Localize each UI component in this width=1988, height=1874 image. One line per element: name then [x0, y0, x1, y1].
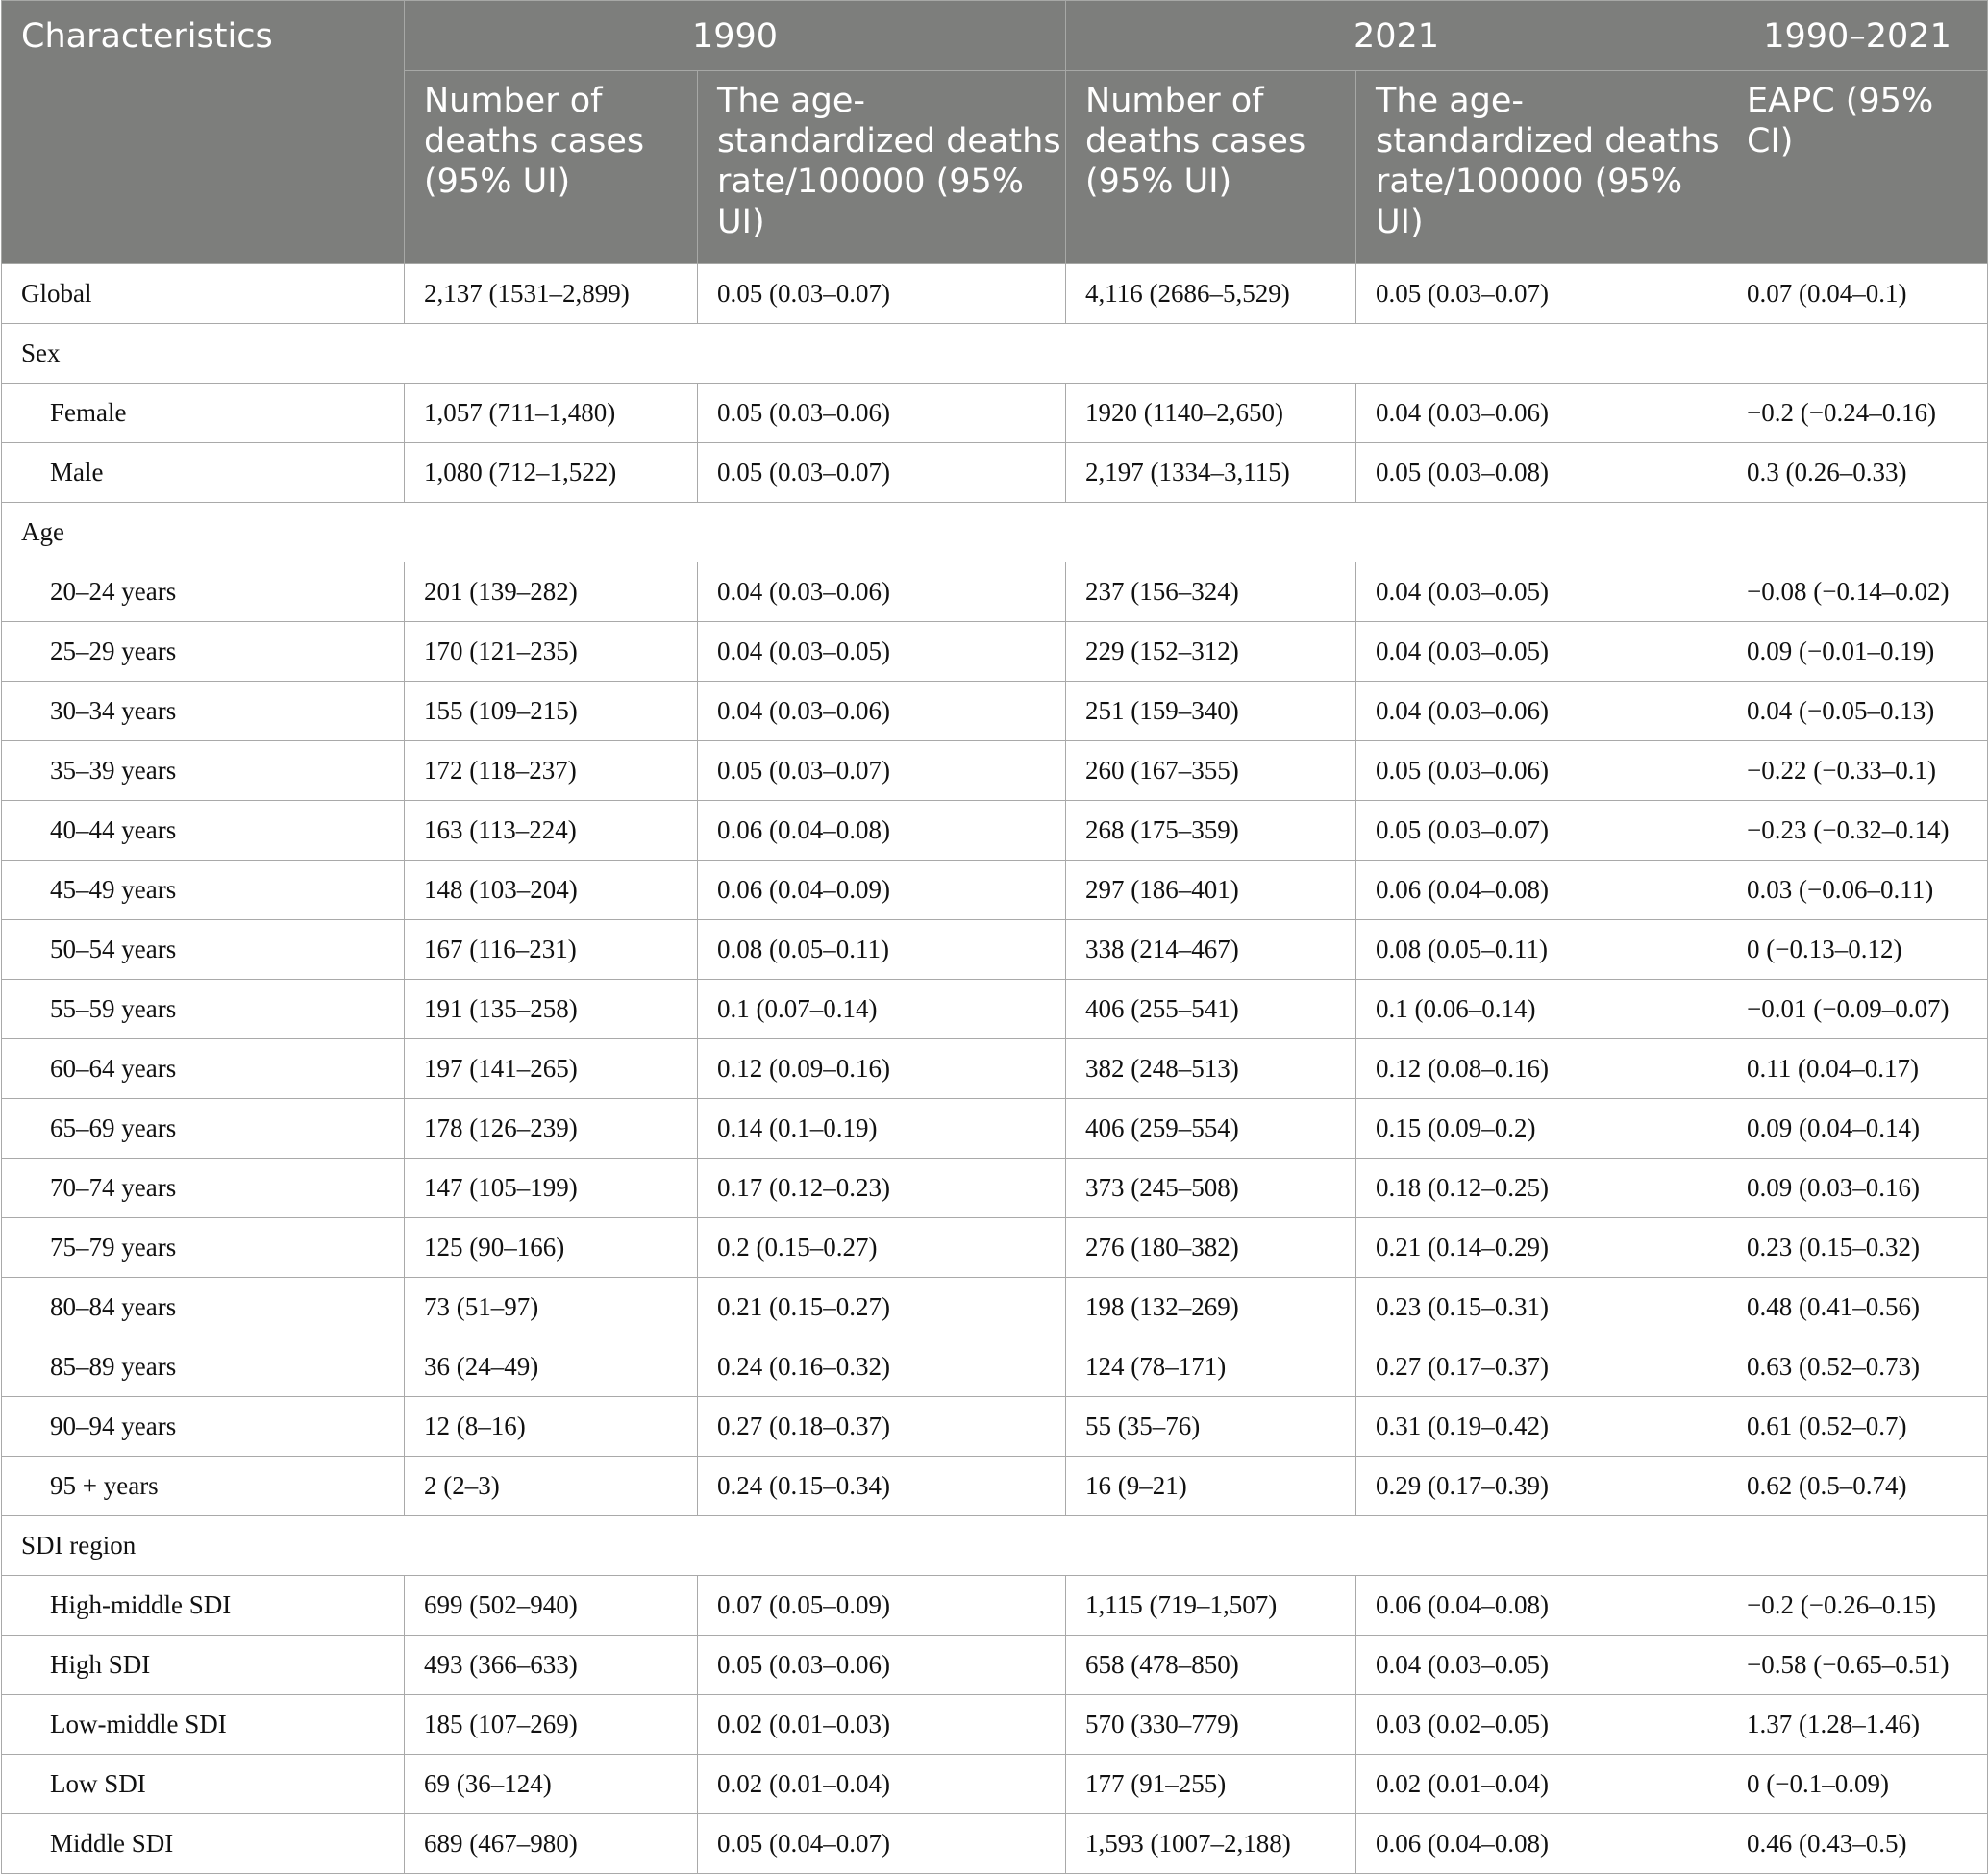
table-cell: 276 (180–382) [1066, 1218, 1356, 1278]
table-cell: 1,115 (719–1,507) [1066, 1576, 1356, 1636]
table-cell: 0.63 (0.52–0.73) [1727, 1337, 1988, 1397]
table-cell: 124 (78–171) [1066, 1337, 1356, 1397]
table-cell: 0.05 (0.03–0.06) [1356, 741, 1727, 801]
table-cell: 0.08 (0.05–0.11) [698, 920, 1066, 980]
table-cell: 0.07 (0.05–0.09) [698, 1576, 1066, 1636]
table-cell: 69 (36–124) [405, 1755, 698, 1814]
table-cell: 0.05 (0.03–0.07) [1356, 264, 1727, 324]
table-row [2, 1457, 1988, 1516]
row-label: 45–49 years [2, 861, 405, 920]
table-row [2, 1814, 1988, 1874]
table-row [2, 1099, 1988, 1159]
table-cell: 0.02 (0.01–0.04) [698, 1755, 1066, 1814]
table-cell: 0.23 (0.15–0.31) [1356, 1278, 1727, 1337]
rate-1990-header: The age-standardized deaths rate/100000 (95% UI) [698, 71, 1066, 264]
table-cell: −0.23 (−0.32–0.14) [1727, 801, 1988, 861]
table-cell: 0.06 (0.04–0.08) [1356, 861, 1727, 920]
table-cell: 0.3 (0.26–0.33) [1727, 443, 1988, 503]
table-header [2, 1, 1988, 264]
row-label: 65–69 years [2, 1099, 405, 1159]
table-cell: 0.14 (0.1–0.19) [698, 1099, 1066, 1159]
table-cell: 338 (214–467) [1066, 920, 1356, 980]
section-label: Sex [2, 324, 1988, 384]
table-cell: 0.24 (0.15–0.34) [698, 1457, 1066, 1516]
table-cell: 0.11 (0.04–0.17) [1727, 1039, 1988, 1099]
row-label: 50–54 years [2, 920, 405, 980]
table-cell: 198 (132–269) [1066, 1278, 1356, 1337]
table-cell: 55 (35–76) [1066, 1397, 1356, 1457]
table-cell: 1,080 (712–1,522) [405, 443, 698, 503]
table-cell: 0.1 (0.07–0.14) [698, 980, 1066, 1039]
table-cell: 0.05 (0.03–0.07) [698, 443, 1066, 503]
deaths-table [1, 0, 1988, 1874]
table-row [2, 1636, 1988, 1695]
table-cell: 163 (113–224) [405, 801, 698, 861]
table-row [2, 1397, 1988, 1457]
table-cell: 155 (109–215) [405, 682, 698, 741]
table-row [2, 1337, 1988, 1397]
row-label: 40–44 years [2, 801, 405, 861]
table-cell: 0.23 (0.15–0.32) [1727, 1218, 1988, 1278]
characteristics-header: Characteristics [2, 1, 405, 264]
table-cell: 1.37 (1.28–1.46) [1727, 1695, 1988, 1755]
row-label: 55–59 years [2, 980, 405, 1039]
table-cell: 147 (105–199) [405, 1159, 698, 1218]
table-cell: 0.05 (0.03–0.07) [698, 741, 1066, 801]
section-row [2, 503, 1988, 562]
table-cell: 177 (91–255) [1066, 1755, 1356, 1814]
table-cell: 0.02 (0.01–0.03) [698, 1695, 1066, 1755]
table-cell: 229 (152–312) [1066, 622, 1356, 682]
table-cell: 373 (245–508) [1066, 1159, 1356, 1218]
table-row [2, 801, 1988, 861]
table-row [2, 682, 1988, 741]
table-row [2, 622, 1988, 682]
deaths-2021-header: Number of deaths cases (95% UI) [1066, 71, 1356, 264]
table-cell: 0.17 (0.12–0.23) [698, 1159, 1066, 1218]
section-label: SDI region [2, 1516, 1988, 1576]
row-label: 60–64 years [2, 1039, 405, 1099]
table-cell: 0.05 (0.03–0.08) [1356, 443, 1727, 503]
section-label: Age [2, 503, 1988, 562]
table-cell: −0.01 (−0.09–0.07) [1727, 980, 1988, 1039]
table-cell: 0.06 (0.04–0.08) [1356, 1814, 1727, 1874]
table-cell: 0.61 (0.52–0.7) [1727, 1397, 1988, 1457]
table-cell: 0.04 (0.03–0.05) [1356, 622, 1727, 682]
row-label: 20–24 years [2, 562, 405, 622]
section-row [2, 324, 1988, 384]
table-cell: 260 (167–355) [1066, 741, 1356, 801]
row-label: 85–89 years [2, 1337, 405, 1397]
table-row [2, 1039, 1988, 1099]
table-cell: 0.04 (0.03–0.06) [1356, 384, 1727, 443]
table-cell: −0.08 (−0.14–0.02) [1727, 562, 1988, 622]
table-cell: 178 (126–239) [405, 1099, 698, 1159]
table-cell: 1920 (1140–2,650) [1066, 384, 1356, 443]
table-row [2, 861, 1988, 920]
table-cell: 167 (116–231) [405, 920, 698, 980]
row-label: 95 + years [2, 1457, 405, 1516]
table-row [2, 443, 1988, 503]
row-label: Male [2, 443, 405, 503]
table-cell: 0.48 (0.41–0.56) [1727, 1278, 1988, 1337]
row-label: 35–39 years [2, 741, 405, 801]
table-cell: 297 (186–401) [1066, 861, 1356, 920]
table-cell: 191 (135–258) [405, 980, 698, 1039]
row-label: 80–84 years [2, 1278, 405, 1337]
table-row [2, 1278, 1988, 1337]
table-cell: 0.27 (0.18–0.37) [698, 1397, 1066, 1457]
table-cell: 0.05 (0.03–0.07) [1356, 801, 1727, 861]
table-cell: 382 (248–513) [1066, 1039, 1356, 1099]
table-cell: 0.02 (0.01–0.04) [1356, 1755, 1727, 1814]
table-cell: 0 (−0.1–0.09) [1727, 1755, 1988, 1814]
table-cell: 170 (121–235) [405, 622, 698, 682]
table-cell: −0.58 (−0.65–0.51) [1727, 1636, 1988, 1695]
table-cell: 125 (90–166) [405, 1218, 698, 1278]
table-row [2, 920, 1988, 980]
row-label: 30–34 years [2, 682, 405, 741]
table-cell: 0.09 (0.03–0.16) [1727, 1159, 1988, 1218]
table-cell: 406 (255–541) [1066, 980, 1356, 1039]
table-cell: 0.05 (0.04–0.07) [698, 1814, 1066, 1874]
table-cell: 570 (330–779) [1066, 1695, 1356, 1755]
table-cell: 2,197 (1334–3,115) [1066, 443, 1356, 503]
table-cell: 4,116 (2686–5,529) [1066, 264, 1356, 324]
table-cell: 0.04 (0.03–0.05) [698, 622, 1066, 682]
table-row [2, 384, 1988, 443]
eapc-header: EAPC (95% CI) [1727, 71, 1988, 264]
table-cell: 148 (103–204) [405, 861, 698, 920]
table-row [2, 1159, 1988, 1218]
table-cell: −0.2 (−0.24–0.16) [1727, 384, 1988, 443]
row-label: 75–79 years [2, 1218, 405, 1278]
table-cell: 493 (366–633) [405, 1636, 698, 1695]
table-cell: 0.46 (0.43–0.5) [1727, 1814, 1988, 1874]
table-cell: 0 (−0.13–0.12) [1727, 920, 1988, 980]
table-cell: 16 (9–21) [1066, 1457, 1356, 1516]
table-cell: −0.22 (−0.33–0.1) [1727, 741, 1988, 801]
table-cell: 0.08 (0.05–0.11) [1356, 920, 1727, 980]
table-cell: 0.05 (0.03–0.07) [698, 264, 1066, 324]
table-cell: −0.2 (−0.26–0.15) [1727, 1576, 1988, 1636]
table-cell: 237 (156–324) [1066, 562, 1356, 622]
table-cell: 406 (259–554) [1066, 1099, 1356, 1159]
table-cell: 197 (141–265) [405, 1039, 698, 1099]
table-row [2, 1218, 1988, 1278]
table-cell: 0.09 (0.04–0.14) [1727, 1099, 1988, 1159]
table-body [2, 264, 1988, 1874]
table-cell: 172 (118–237) [405, 741, 698, 801]
table-cell: 2,137 (1531–2,899) [405, 264, 698, 324]
table-cell: 185 (107–269) [405, 1695, 698, 1755]
table-cell: 0.12 (0.08–0.16) [1356, 1039, 1727, 1099]
table-cell: 1,057 (711–1,480) [405, 384, 698, 443]
table-cell: 1,593 (1007–2,188) [1066, 1814, 1356, 1874]
table-cell: 0.29 (0.17–0.39) [1356, 1457, 1727, 1516]
table-row [2, 1755, 1988, 1814]
deaths-1990-header: Number of deaths cases (95% UI) [405, 71, 698, 264]
table-cell: 0.24 (0.16–0.32) [698, 1337, 1066, 1397]
row-label: Middle SDI [2, 1814, 405, 1874]
table-cell: 658 (478–850) [1066, 1636, 1356, 1695]
table-cell: 0.06 (0.04–0.09) [698, 861, 1066, 920]
table-cell: 0.06 (0.04–0.08) [698, 801, 1066, 861]
year-2021-header: 2021 [1066, 1, 1727, 71]
row-label: Female [2, 384, 405, 443]
section-row [2, 1516, 1988, 1576]
table-cell: 0.1 (0.06–0.14) [1356, 980, 1727, 1039]
table-cell: 0.04 (0.03–0.06) [1356, 682, 1727, 741]
row-label: 25–29 years [2, 622, 405, 682]
table-row [2, 1695, 1988, 1755]
table-row [2, 741, 1988, 801]
table-cell: 0.09 (−0.01–0.19) [1727, 622, 1988, 682]
table-cell: 12 (8–16) [405, 1397, 698, 1457]
table-cell: 2 (2–3) [405, 1457, 698, 1516]
table-cell: 0.04 (0.03–0.05) [1356, 562, 1727, 622]
table-cell: 0.21 (0.14–0.29) [1356, 1218, 1727, 1278]
table-cell: 0.2 (0.15–0.27) [698, 1218, 1066, 1278]
table-cell: 699 (502–940) [405, 1576, 698, 1636]
table-cell: 0.06 (0.04–0.08) [1356, 1576, 1727, 1636]
table-cell: 0.21 (0.15–0.27) [698, 1278, 1066, 1337]
row-label: High-middle SDI [2, 1576, 405, 1636]
table-cell: 0.04 (0.03–0.05) [1356, 1636, 1727, 1695]
table-cell: 0.03 (0.02–0.05) [1356, 1695, 1727, 1755]
table-cell: 0.05 (0.03–0.06) [698, 384, 1066, 443]
row-label: 90–94 years [2, 1397, 405, 1457]
row-label: 70–74 years [2, 1159, 405, 1218]
table-cell: 0.04 (−0.05–0.13) [1727, 682, 1988, 741]
table-row [2, 264, 1988, 324]
period-header: 1990–2021 [1727, 1, 1988, 71]
table-cell: 689 (467–980) [405, 1814, 698, 1874]
table-row [2, 562, 1988, 622]
table-cell: 0.04 (0.03–0.06) [698, 562, 1066, 622]
row-label: High SDI [2, 1636, 405, 1695]
table-cell: 0.04 (0.03–0.06) [698, 682, 1066, 741]
table-cell: 0.31 (0.19–0.42) [1356, 1397, 1727, 1457]
row-label: Low SDI [2, 1755, 405, 1814]
table-row [2, 980, 1988, 1039]
rate-2021-header: The age-standardized deaths rate/100000 (95% UI) [1356, 71, 1727, 264]
table-cell: 36 (24–49) [405, 1337, 698, 1397]
table-cell: 0.62 (0.5–0.74) [1727, 1457, 1988, 1516]
table-cell: 0.05 (0.03–0.06) [698, 1636, 1066, 1695]
table-cell: 0.07 (0.04–0.1) [1727, 264, 1988, 324]
table-row [2, 1576, 1988, 1636]
table-cell: 268 (175–359) [1066, 801, 1356, 861]
row-label: Global [2, 264, 405, 324]
table-cell: 0.27 (0.17–0.37) [1356, 1337, 1727, 1397]
table-cell: 0.03 (−0.06–0.11) [1727, 861, 1988, 920]
table-cell: 0.12 (0.09–0.16) [698, 1039, 1066, 1099]
year-1990-header: 1990 [405, 1, 1066, 71]
row-label: Low-middle SDI [2, 1695, 405, 1755]
table-cell: 0.18 (0.12–0.25) [1356, 1159, 1727, 1218]
table-cell: 0.15 (0.09–0.2) [1356, 1099, 1727, 1159]
table-cell: 251 (159–340) [1066, 682, 1356, 741]
table-cell: 73 (51–97) [405, 1278, 698, 1337]
table-cell: 201 (139–282) [405, 562, 698, 622]
